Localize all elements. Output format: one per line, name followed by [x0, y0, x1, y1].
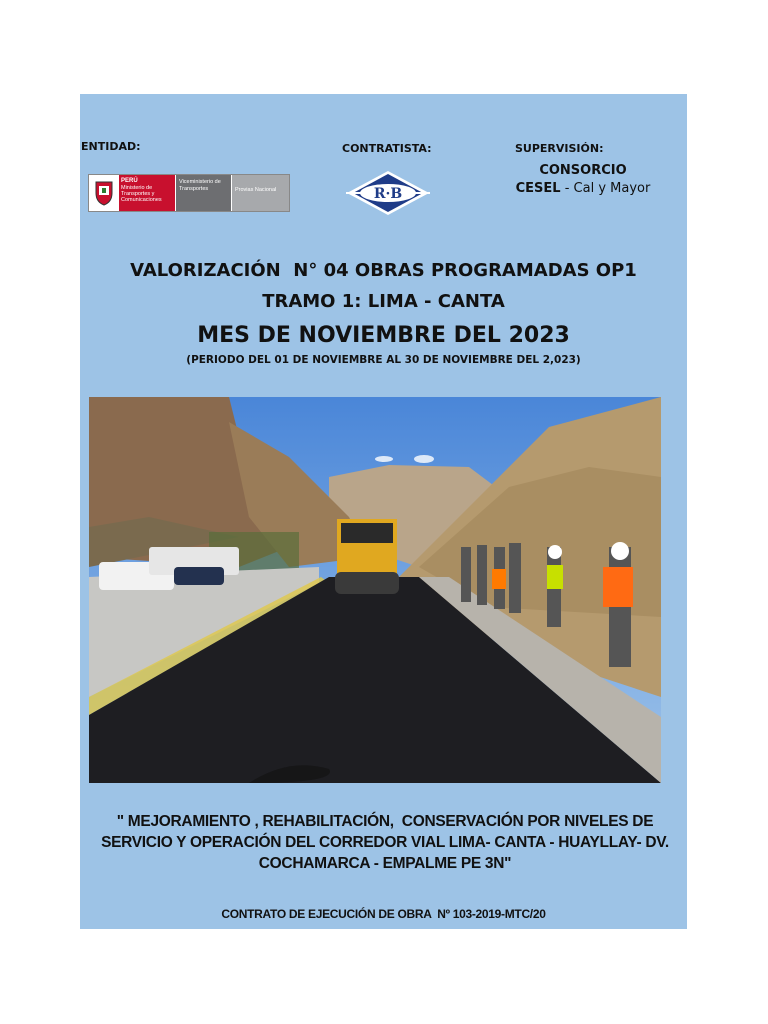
- mtc-logo-vice: Viceministerio de Transportes: [175, 175, 231, 211]
- road-paving-photo: [89, 397, 661, 783]
- contract-number: CONTRATO DE EJECUCIÓN DE OBRA Nº 103-2019-MTC/20: [221, 907, 546, 921]
- project-line3: COCHAMARCA - EMPALME PE 3N": [258, 855, 512, 872]
- project-line1: " MEJORAMIENTO , REHABILITACIÓN, CONSERVACIÓN POR NIVELES DE: [116, 813, 654, 830]
- mtc-country: PERÚ: [121, 178, 138, 184]
- supervisor-line2: [498, 180, 668, 198]
- title-period: (PERIODO DEL 01 DE NOVIEMBRE AL 30 DE NOVIEMBRE DEL 2,023): [186, 354, 581, 366]
- peru-shield-icon: [89, 175, 119, 211]
- rb-logo: [344, 168, 432, 223]
- title-tramo: TRAMO 1: LIMA - CANTA: [262, 291, 505, 312]
- title-month: MES DE NOVIEMBRE DEL 2023: [197, 323, 570, 348]
- supervisor-name: [498, 162, 668, 198]
- supervisor-cal-y-mayor: - Cal y Mayor: [560, 181, 651, 196]
- title-valorizacion: VALORIZACIÓN N° 04 OBRAS PROGRAMADAS OP1: [130, 260, 637, 281]
- cover-page: [80, 94, 687, 929]
- project-line2: SERVICIO Y OPERACIÓN DEL CORREDOR VIAL LIMA- CANTA - HUAYLLAY- DV.: [101, 834, 669, 851]
- mtc-logo-program: Provias Nacional: [231, 175, 289, 211]
- mtc-ministry: Ministerio de Transportes y Comunicaciones: [121, 184, 162, 203]
- rb-logo-text: R·B: [373, 186, 403, 202]
- supervision-label: SUPERVISIÓN:: [515, 142, 604, 155]
- project-description: [90, 811, 680, 874]
- mtc-logo-ministry: [119, 175, 175, 211]
- contratista-label: CONTRATISTA:: [342, 142, 432, 155]
- entidad-label: ENTIDAD:: [81, 140, 141, 153]
- supervisor-cesel: CESEL: [515, 181, 561, 196]
- supervisor-line1: CONSORCIO: [539, 163, 627, 178]
- mtc-logo: [88, 174, 290, 212]
